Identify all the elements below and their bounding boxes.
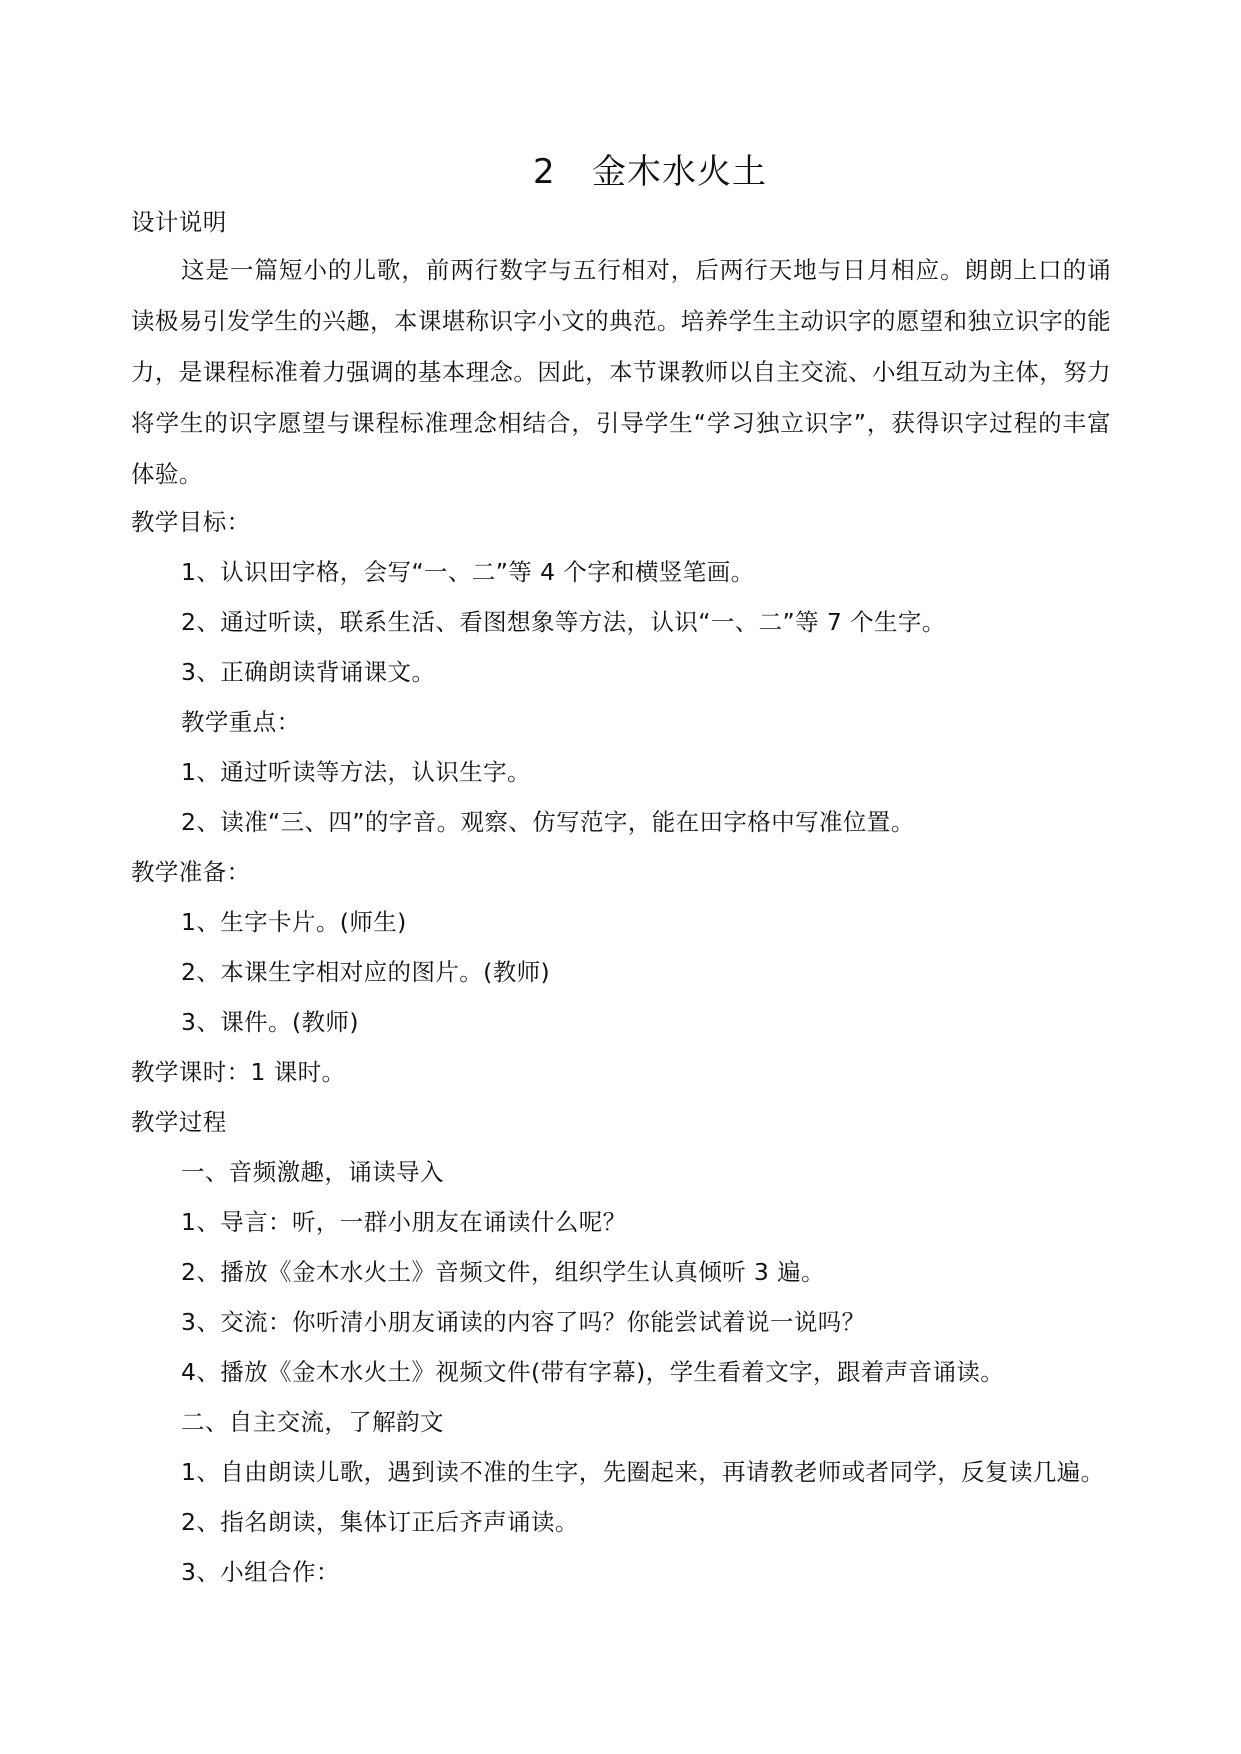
prep-item-2: 2、本课生字相对应的图片。(教师) <box>181 958 551 986</box>
class-hours: 教学课时：1 课时。 <box>131 1058 346 1086</box>
focus-item-2: 2、读准“三、四”的字音。观察、仿写范字，能在田字格中写准位置。 <box>181 808 915 836</box>
design-heading: 设计说明 <box>131 208 227 236</box>
part2-item-1: 1、自由朗读儿歌，遇到读不准的生字，先圈起来，再请教老师或者同学，反复读几遍。 <box>181 1458 1105 1486</box>
part1-item-2: 2、播放《金木水火土》音频文件，组织学生认真倾听 3 遍。 <box>181 1258 825 1286</box>
part1-item-4: 4、播放《金木水火土》视频文件(带有字幕)，学生看着文字，跟着声音诵读。 <box>181 1358 1005 1386</box>
prep-item-3: 3、课件。(教师) <box>181 1008 359 1036</box>
lesson-title <box>0 148 1241 196</box>
goal-item-3: 3、正确朗读背诵课文。 <box>181 658 436 686</box>
design-paragraph: 这是一篇短小的儿歌，前两行数字与五行相对，后两行天地与日月相应。朗朗上口的诵读极易引发学生的兴趣，本课堪称识字小文的典范。培养学生主动识字的愿望和独立识字的能力，是课程标准着力强调的基本理念。因此，本节课教师以自主交流、小组互动为主体，努力将学生的识字愿望与课程标准理念相结合，引导学生“学习独立识字”，获得识字过程的丰富体验。 <box>131 256 1111 488</box>
lesson-title-text: 金木水火土 <box>592 152 767 192</box>
lesson-number: 2 <box>533 152 556 192</box>
focus-item-1: 1、通过听读等方法，认识生字。 <box>181 758 531 786</box>
part2-item-2: 2、指名朗读，集体订正后齐声诵读。 <box>181 1508 579 1536</box>
process-heading: 教学过程 <box>131 1108 227 1136</box>
goal-item-2: 2、通过听读，联系生活、看图想象等方法，认识“一、二”等 7 个生字。 <box>181 608 946 636</box>
focus-heading: 教学重点： <box>181 708 301 736</box>
prep-item-1: 1、生字卡片。(师生) <box>181 908 407 936</box>
part2-heading: 二、自主交流，了解韵文 <box>181 1408 444 1436</box>
goal-item-1: 1、认识田字格，会写“一、二”等 4 个字和横竖笔画。 <box>181 558 755 586</box>
part1-heading: 一、音频激趣，诵读导入 <box>181 1158 444 1186</box>
part1-item-1: 1、导言：听，一群小朋友在诵读什么呢？ <box>181 1208 627 1236</box>
part2-item-3: 3、小组合作： <box>181 1558 340 1586</box>
goals-heading: 教学目标： <box>131 508 251 536</box>
part1-item-3: 3、交流：你听清小朋友诵读的内容了吗？你能尝试着说一说吗？ <box>181 1308 866 1336</box>
prep-heading: 教学准备： <box>131 858 251 886</box>
